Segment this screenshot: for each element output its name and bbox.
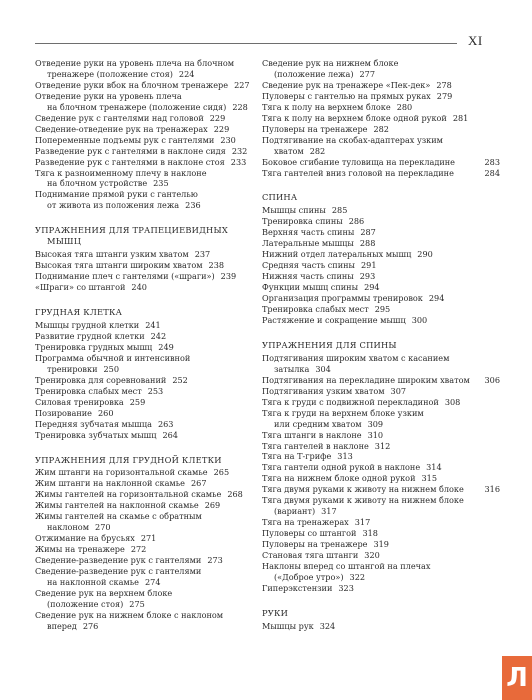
- toc-entry-title: Пуловеры на тренажере: [262, 123, 368, 134]
- toc-entry-page: 288: [359, 238, 376, 249]
- toc-entry-page: 287: [360, 227, 376, 238]
- toc-entry-page: 294: [364, 282, 380, 293]
- section-heading: [35, 307, 250, 318]
- toc-entry-title: Функции мышц спины: [262, 282, 359, 293]
- toc-entry-page: 232: [231, 145, 248, 156]
- toc-entry-page: 229: [209, 112, 226, 123]
- toc-entry-page: 267: [191, 478, 207, 489]
- toc-entry[interactable]: [35, 375, 250, 386]
- toc-entry[interactable]: [35, 419, 250, 430]
- toc-entry-title: Тяга на тренажерах: [262, 517, 349, 528]
- toc-entry-page: 236: [185, 200, 201, 211]
- toc-entry[interactable]: [35, 489, 250, 500]
- toc-entry-title: на наклонной скамье: [47, 576, 139, 587]
- toc-entry-page: 314: [426, 462, 442, 473]
- section-heading-line: УПРАЖНЕНИЯ ДЛЯ СПИНЫ: [262, 339, 397, 350]
- toc-entry-page: 281: [452, 112, 469, 123]
- toc-entry-page: 319: [373, 539, 389, 550]
- toc-entry[interactable]: [262, 539, 500, 550]
- toc-entry-page: 271: [140, 533, 157, 544]
- toc-entry-title: Высокая тяга штанги узким хватом: [35, 249, 189, 260]
- toc-entry[interactable]: [262, 621, 500, 632]
- toc-entry-title: Тяга к груди с подвижной перекладиной: [262, 396, 439, 407]
- toc-entry[interactable]: [262, 484, 500, 495]
- toc-entry-page: 277: [359, 68, 376, 79]
- toc-entry-title: Передняя зубчатая мышца: [35, 418, 152, 429]
- toc-entry-title: Жим штанги на наклонной скамье: [35, 478, 185, 489]
- toc-entry-title: Тренировка зубчатых мышц: [35, 429, 157, 440]
- toc-entry-title: Жимы гантелей на скамье с обратным: [35, 511, 202, 522]
- toc-entry-page: 233: [230, 156, 247, 167]
- toc-entry-page: 310: [367, 429, 384, 440]
- toc-entry-title: Сведение рук на верхнем блоке: [35, 587, 173, 598]
- toc-entry-title: (вариант): [274, 506, 316, 517]
- toc-entry-title: Отжимание на брусьях: [35, 533, 135, 544]
- toc-left-column: [35, 58, 250, 632]
- toc-entry-page: 308: [444, 396, 461, 407]
- toc-entry-title: Поднимание плеч с гантелями («шраги»): [35, 271, 215, 282]
- toc-entry-page: 227: [234, 79, 250, 90]
- toc-entry-page: 324: [319, 620, 336, 631]
- toc-entry[interactable]: [262, 473, 500, 484]
- toc-entry-page: 250: [103, 363, 120, 374]
- toc-entry[interactable]: [35, 397, 250, 408]
- toc-entry-page: 242: [150, 330, 167, 341]
- toc-entry-title: Тяга гантелей в наклоне: [262, 440, 369, 451]
- toc-entry[interactable]: [35, 533, 250, 544]
- toc-entry[interactable]: [35, 588, 250, 610]
- toc-entry[interactable]: [262, 561, 500, 583]
- toc-entry[interactable]: [262, 517, 500, 528]
- toc-entry-title: или средним хватом: [274, 418, 362, 429]
- toc-entry[interactable]: [262, 430, 500, 441]
- toc-entry[interactable]: [262, 80, 500, 91]
- toc-entry-title: Тренировка для соревнований: [35, 374, 167, 385]
- toc-entry-page: 229: [213, 123, 230, 134]
- toc-entry-title: Попеременные подъемы рук с гантелями: [35, 134, 215, 145]
- toc-entry[interactable]: [35, 91, 250, 113]
- toc-entry-title: Поднимание прямой руки с гантелью: [35, 189, 198, 200]
- toc-entry-title: Разведение рук с гантелями в наклоне стоя: [35, 156, 225, 167]
- toc-entry[interactable]: [262, 216, 500, 227]
- toc-entry-title: Тяга двумя руками к животу на нижнем блоке: [262, 495, 464, 506]
- toc-entry-page: 268: [227, 489, 243, 500]
- toc-entry-title: Тяга к разноименному плечу в наклоне: [35, 167, 207, 178]
- toc-entry-title: Мышцы грудной клетки: [35, 320, 140, 331]
- toc-entry-title: Силовая тренировка: [35, 396, 124, 407]
- toc-entry-title: Растяжение и сокращение мышц: [262, 314, 406, 325]
- toc-entry-title: Жимы гантелей на наклонной скамье: [35, 500, 199, 511]
- toc-entry-title: на блочном устройстве: [47, 178, 148, 189]
- toc-entry-title: Развитие грудной клетки: [35, 330, 145, 341]
- toc-entry-title: Отведение руки на уровень плеча: [35, 90, 182, 101]
- toc-entry-page: 284: [484, 167, 500, 178]
- toc-entry-title: Верхняя часть спины: [262, 227, 355, 238]
- toc-entry-page: 286: [348, 216, 365, 227]
- toc-entry-title: наклоном: [47, 522, 90, 533]
- toc-entry[interactable]: [35, 189, 250, 211]
- toc-entry[interactable]: [262, 451, 500, 462]
- toc-entry-title: Сведение-разведение рук с гантелями: [35, 555, 202, 566]
- toc-entry-page: 272: [130, 544, 147, 555]
- section-heading: [262, 192, 500, 203]
- toc-entry[interactable]: [35, 124, 250, 135]
- toc-entry-title: Подтягивания узким хватом: [262, 385, 385, 396]
- toc-entry-title: Тренировка спины: [262, 216, 343, 227]
- toc-entry-title: Тяга к полу на верхнем блоке одной рукой: [262, 112, 447, 123]
- toc-entry-title: Тяга гантелей вниз головой на перекладине: [262, 167, 454, 178]
- toc-entry-title: Программа обычной и интенсивной: [35, 352, 191, 363]
- toc-entry[interactable]: [262, 271, 500, 282]
- toc-entry-title: Тяга штанги в наклоне: [262, 429, 362, 440]
- toc-entry-page: 239: [220, 271, 237, 282]
- toc-entry-title: Нижняя часть спины: [262, 271, 354, 282]
- toc-entry-page: 293: [359, 271, 376, 282]
- toc-entry[interactable]: [35, 342, 250, 353]
- toc-entry[interactable]: [262, 227, 500, 238]
- toc-entry-page: 290: [417, 249, 433, 260]
- toc-entry-title: «Шраги» со штангой: [35, 282, 126, 293]
- toc-entry[interactable]: [35, 353, 250, 375]
- toc-entry[interactable]: [262, 238, 500, 249]
- toc-entry-page: 276: [82, 620, 99, 631]
- toc-entry-page: 228: [232, 101, 248, 112]
- toc-entry[interactable]: [262, 58, 500, 80]
- toc-entry-title: Подтягивание на скобах-адаптерах узким: [262, 134, 443, 145]
- toc-entry-page: 238: [208, 260, 225, 271]
- toc-entry[interactable]: [262, 293, 500, 304]
- toc-entry-page: 300: [411, 314, 428, 325]
- header-rule: [35, 43, 457, 44]
- toc-entry-title: Пуловеры со штангой: [262, 528, 357, 539]
- logo-glyph: Л: [506, 663, 528, 693]
- toc-entry[interactable]: [35, 135, 250, 146]
- toc-entry-title: Мышцы рук: [262, 620, 314, 631]
- toc-entry-title: тренажере (положение стоя): [47, 68, 173, 79]
- toc-entry[interactable]: [35, 168, 250, 190]
- toc-entry-title: Пуловеры с гантелью на прямых руках: [262, 90, 431, 101]
- section-heading-line: СПИНА: [262, 192, 298, 203]
- toc-entry-title: Нижний отдел латеральных мышц: [262, 249, 412, 260]
- toc-entry-title: Тяга на Т-грифе: [262, 451, 332, 462]
- toc-entry-page: 322: [349, 571, 366, 582]
- toc-entry[interactable]: [35, 320, 250, 331]
- toc-entry-page: 249: [158, 341, 174, 352]
- toc-entry[interactable]: [35, 478, 250, 489]
- toc-entry-title: Высокая тяга штанги широким хватом: [35, 260, 203, 271]
- toc-entry[interactable]: [35, 467, 250, 478]
- toc-entry[interactable]: [262, 353, 500, 375]
- toc-entry[interactable]: [262, 113, 500, 124]
- toc-entry[interactable]: [35, 58, 250, 80]
- toc-entry-title: Гиперэкстензии: [262, 582, 333, 593]
- toc-entry-title: Отведение руки на уровень плеча на блочном: [35, 58, 235, 68]
- toc-entry[interactable]: [262, 249, 500, 260]
- toc-entry[interactable]: [35, 113, 250, 124]
- toc-entry-title: тренировки: [47, 363, 98, 374]
- toc-entry[interactable]: [262, 102, 500, 113]
- toc-entry-title: Сведение рук с гантелями над головой: [35, 112, 204, 123]
- toc-entry-page: 283: [484, 156, 500, 167]
- toc-entry-page: 269: [204, 500, 221, 511]
- toc-entry[interactable]: [35, 610, 250, 632]
- toc-entry-title: Жимы гантелей на горизонтальной скамье: [35, 489, 222, 500]
- toc-entry-page: 263: [157, 418, 174, 429]
- toc-entry-page: 259: [129, 396, 146, 407]
- toc-entry-title: Тяга двумя руками к животу на нижнем блоке: [262, 484, 464, 495]
- toc-entry-page: 275: [129, 598, 145, 609]
- section-heading-line: ГРУДНАЯ КЛЕТКА: [35, 307, 123, 318]
- toc-entry-title: Сведение рук на нижнем блоке: [262, 58, 399, 68]
- toc-entry-page: 279: [436, 90, 453, 101]
- toc-entry-page: 304: [315, 363, 331, 374]
- section-heading: [262, 340, 500, 351]
- toc-entry-title: Тяга гантели одной рукой в наклоне: [262, 462, 421, 473]
- toc-entry[interactable]: [262, 441, 500, 452]
- toc-entry-page: 316: [484, 484, 500, 495]
- toc-entry[interactable]: [262, 583, 500, 594]
- toc-entry-page: 285: [331, 205, 348, 216]
- toc-entry-page: 307: [390, 385, 407, 396]
- section-heading-line: МЫШЦ: [47, 236, 82, 247]
- toc-entry-page: 294: [428, 293, 445, 304]
- toc-entry[interactable]: [35, 555, 250, 566]
- toc-entry-title: Жим штанги на горизонтальной скамье: [35, 467, 208, 478]
- toc-entry-title: Становая тяга штанги: [262, 550, 359, 561]
- toc-entry-page: 318: [362, 528, 378, 539]
- toc-entry-title: Сведение рук на тренажере «Пек-дек»: [262, 79, 431, 90]
- toc-entry[interactable]: [35, 260, 250, 271]
- toc-entry[interactable]: [262, 157, 500, 168]
- toc-entry[interactable]: [35, 331, 250, 342]
- toc-entry-page: 265: [213, 467, 230, 478]
- toc-entry-title: Сведение рук на нижнем блоке с наклоном: [35, 609, 224, 620]
- toc-entry-page: 230: [220, 134, 236, 145]
- toc-entry-page: 241: [145, 320, 161, 331]
- toc-entry[interactable]: [35, 80, 250, 91]
- toc-entry-page: 253: [147, 385, 164, 396]
- toc-entry-page: 270: [95, 522, 111, 533]
- toc-entry[interactable]: [35, 386, 250, 397]
- toc-entry-page: 291: [361, 260, 377, 271]
- toc-entry-page: 278: [436, 79, 452, 90]
- toc-entry-title: Разведение рук с гантелями в наклоне сидя: [35, 145, 226, 156]
- toc-entry-page: 240: [131, 282, 147, 293]
- publisher-logo: [502, 656, 532, 700]
- toc-entry-title: Тяга на нижнем блоке одной рукой: [262, 473, 416, 484]
- section-heading-line: УПРАЖНЕНИЯ ДЛЯ ТРАПЕЦИЕВИДНЫХ: [35, 225, 228, 236]
- toc-entry-page: 313: [337, 451, 353, 462]
- toc-entry-page: 320: [364, 550, 380, 561]
- toc-entry-page: 280: [396, 101, 413, 112]
- toc-entry-title: (положение стоя): [47, 598, 124, 609]
- toc-entry[interactable]: [262, 462, 500, 473]
- toc-entry[interactable]: [35, 544, 250, 555]
- toc-entry-title: Жимы на тренажере: [35, 544, 125, 555]
- toc-entry-title: хватом: [274, 145, 304, 156]
- section-heading-line: УПРАЖНЕНИЯ ДЛЯ ГРУДНОЙ КЛЕТКИ: [35, 454, 222, 465]
- toc-entry-title: Пуловеры на тренажере: [262, 539, 368, 550]
- toc-entry-page: 315: [421, 473, 437, 484]
- toc-entry-page: 317: [321, 506, 337, 517]
- section-heading: [35, 225, 250, 247]
- toc-entry[interactable]: [262, 386, 500, 397]
- toc-entry[interactable]: [262, 91, 500, 102]
- toc-entry[interactable]: [262, 408, 500, 430]
- toc-entry[interactable]: [35, 282, 250, 293]
- toc-entry-title: Наклоны вперед со штангой на плечах: [262, 560, 431, 571]
- toc-entry[interactable]: [262, 528, 500, 539]
- toc-entry-title: Тяга к полу на верхнем блоке: [262, 101, 391, 112]
- toc-entry[interactable]: [262, 315, 500, 326]
- toc-entry-page: 273: [207, 555, 223, 566]
- toc-entry-title: Тренировка слабых мест: [35, 385, 142, 396]
- toc-entry-title: Латеральные мышцы: [262, 238, 354, 249]
- toc-entry[interactable]: [262, 550, 500, 561]
- toc-entry-page: 235: [153, 178, 169, 189]
- toc-entry-title: Тяга к груди на верхнем блоке узким: [262, 407, 424, 418]
- toc-entry[interactable]: [262, 205, 500, 216]
- toc-entry-page: 264: [162, 429, 178, 440]
- toc-entry[interactable]: [262, 282, 500, 293]
- toc-entry[interactable]: [262, 135, 500, 157]
- toc-entry-page: 317: [354, 517, 371, 528]
- toc-entry-title: от живота из положения лежа: [47, 200, 180, 211]
- toc-entry[interactable]: [35, 511, 250, 533]
- page-number: XI: [468, 33, 483, 48]
- toc-entry-title: Средняя часть спины: [262, 260, 356, 271]
- toc-entry[interactable]: [35, 249, 250, 260]
- toc-entry-page: 309: [367, 418, 384, 429]
- toc-entry[interactable]: [35, 430, 250, 441]
- toc-entry-title: Тренировка грудных мышц: [35, 341, 153, 352]
- toc-entry-title: вперед: [47, 620, 77, 631]
- section-heading: [262, 608, 500, 619]
- toc-entry[interactable]: [35, 566, 250, 588]
- toc-entry[interactable]: [35, 408, 250, 419]
- toc-entry-title: Отведение руки вбок на блочном тренажере: [35, 79, 229, 90]
- toc-entry-title: (положение лежа): [274, 68, 354, 79]
- toc-entry[interactable]: [262, 397, 500, 408]
- toc-entry-title: Позирование: [35, 407, 92, 418]
- toc-entry-title: Организация программы тренировок: [262, 293, 423, 304]
- toc-entry-page: 237: [194, 249, 211, 260]
- toc-entry-title: Мышцы спины: [262, 205, 326, 216]
- toc-entry-page: 224: [178, 68, 195, 79]
- section-heading-line: РУКИ: [262, 607, 289, 618]
- toc-entry-title: Подтягивания широким хватом с касанием: [262, 352, 450, 363]
- toc-right-column: [262, 58, 500, 632]
- toc-entry[interactable]: [35, 271, 250, 282]
- toc-entry[interactable]: [262, 260, 500, 271]
- toc-entry-page: 282: [373, 123, 389, 134]
- toc-entry[interactable]: [262, 168, 500, 179]
- toc-entry-title: затылка: [274, 363, 310, 374]
- toc-entry[interactable]: [35, 500, 250, 511]
- toc-entry[interactable]: [262, 375, 500, 386]
- toc-entry-page: 252: [172, 374, 188, 385]
- toc-entry[interactable]: [262, 304, 500, 315]
- toc-entry-page: 282: [309, 145, 326, 156]
- toc-entry-page: 295: [374, 304, 391, 315]
- toc-entry-title: Подтягивания на перекладине широким хватом: [262, 374, 470, 385]
- toc-entry[interactable]: [262, 124, 500, 135]
- toc-entry-page: 323: [338, 582, 354, 593]
- toc-entry-title: Тренировка слабых мест: [262, 304, 369, 315]
- toc-entry-page: 260: [97, 407, 114, 418]
- toc-entry-title: на блочном тренажере (положение сидя): [47, 101, 227, 112]
- toc-entry-page: 274: [144, 576, 161, 587]
- toc-entry-title: Сведение-отведение рук на тренажерах: [35, 123, 208, 134]
- toc-entry[interactable]: [35, 146, 250, 157]
- toc-entry-page: 312: [374, 440, 391, 451]
- toc-entry-title: («Доброе утро»): [274, 571, 344, 582]
- section-heading: [35, 455, 250, 466]
- toc-entry-title: Сведение-разведение рук с гантелями: [35, 566, 202, 577]
- toc-entry-page: 306: [484, 374, 500, 385]
- toc-entry[interactable]: [35, 157, 250, 168]
- toc-entry-title: Боковое сгибание туловища на перекладине: [262, 156, 455, 167]
- toc-entry[interactable]: [262, 495, 500, 517]
